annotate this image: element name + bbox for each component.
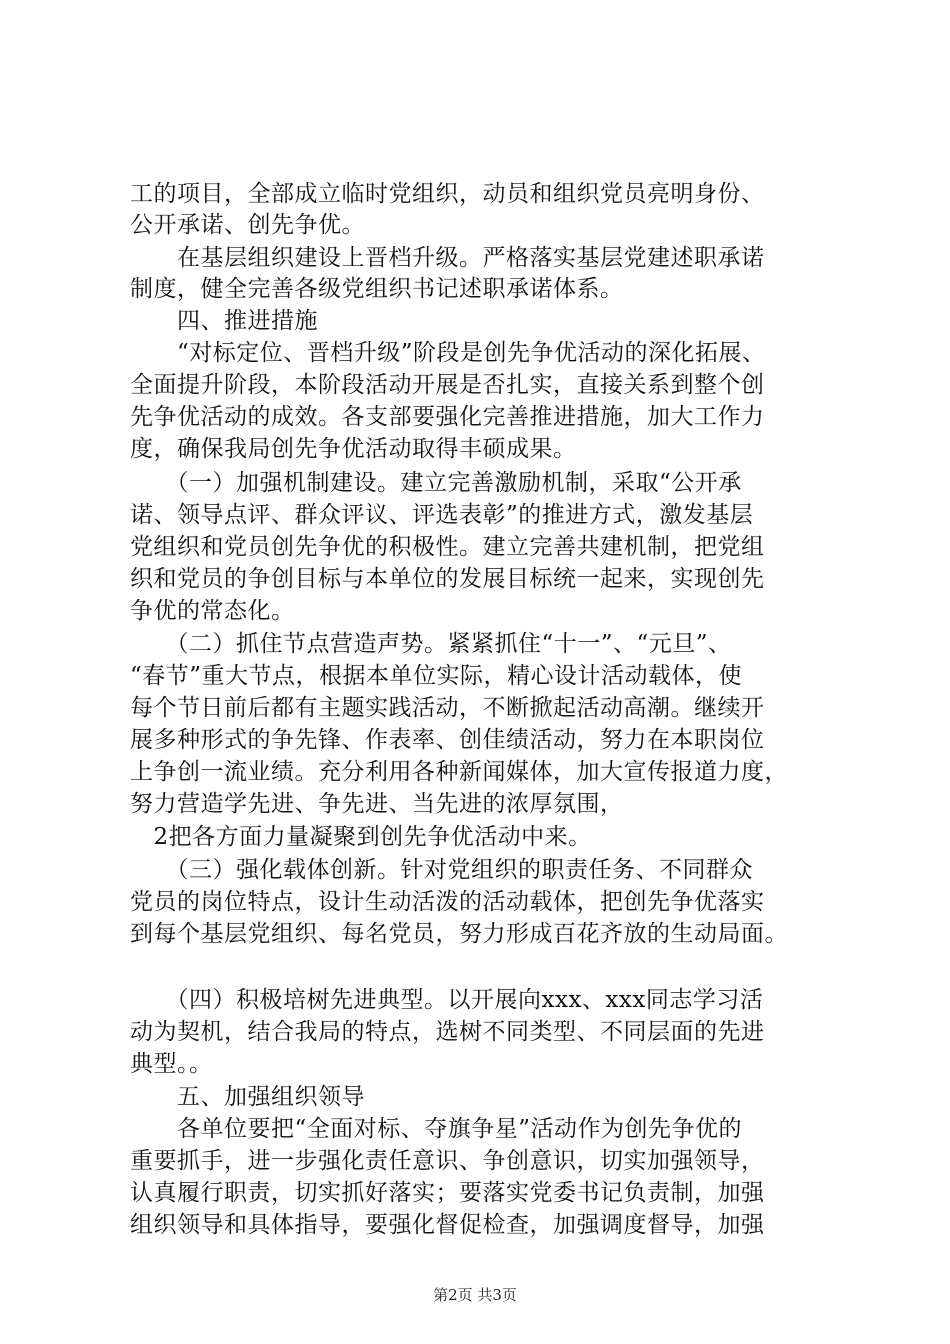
text-line: 到每个基层党组织、每名党员，努力形成百花齐放的生动局面。 (130, 921, 788, 947)
text-line: 织和党员的争创目标与本单位的发展目标统一起来，实现创先 (130, 566, 765, 592)
text-line: 2把各方面力量凝聚到创先争优活动中来。 (130, 824, 592, 850)
text-line: （一）加强机制建设。建立完善激励机制，采取“公开承 (130, 470, 742, 496)
text-line: （三）强化载体创新。针对党组织的职责任务、不同群众 (130, 857, 753, 883)
text-line: 先争优活动的成效。各支部要强化完善推进措施，加大工作力 (130, 404, 765, 430)
text-line: 党组织和党员创先争优的积极性。建立完善共建机制，把党组 (130, 534, 765, 560)
text-line: “春节”重大节点，根据本单位实际，精心设计活动载体，使 (130, 663, 743, 689)
text-line: 动为契机，结合我局的特点，选树不同类型、不同层面的先进 (130, 1019, 765, 1045)
text-line: （二）抓住节点营造声势。紧紧抓住“十一”、“元旦”、 (130, 631, 732, 657)
text-line: 展多种形式的争先锋、作表率、创佳绩活动，努力在本职岗位 (130, 727, 765, 753)
text-line: 度，确保我局创先争优活动取得丰硕成果。 (130, 436, 577, 462)
text-line: 典型。。 (130, 1051, 213, 1077)
section-heading: 四、推进措施 (130, 308, 318, 334)
text-line: 组织领导和具体指导，要强化督促检查，加强调度督导，加强 (130, 1212, 765, 1238)
text-line: 每个节日前后都有主题实践活动，不断掀起活动高潮。继续开 (130, 695, 765, 721)
text-line: 党员的岗位特点，设计生动活泼的活动载体，把创先争优落实 (130, 889, 765, 915)
text-line: 努力营造学先进、争先进、当先进的浓厚氛围， (130, 791, 624, 817)
text-line: 全面提升阶段，本阶段活动开展是否扎实，直接关系到整个创 (130, 372, 765, 398)
text-line: 公开承诺、创先争优。 (130, 212, 365, 238)
text-line: 工的项目，全部成立临时党组织，动员和组织党员亮明身份、 (130, 181, 765, 207)
text-line: 重要抓手，进一步强化责任意识、争创意识，切实加强领导， (130, 1148, 765, 1174)
text-line: 各单位要把“全面对标、夺旗争星”活动作为创先争优的 (130, 1116, 743, 1142)
text-line: 在基层组织建设上晋档升级。严格落实基层党建述职承诺 (130, 245, 765, 271)
text-line: 争优的常态化。 (130, 598, 295, 624)
text-line: 认真履行职责，切实抓好落实；要落实党委书记负责制，加强 (130, 1180, 765, 1206)
section-heading: 五、加强组织领导 (130, 1084, 365, 1110)
text-line: 制度，健全完善各级党组织书记述职承诺体系。 (130, 276, 624, 302)
text-line: “对标定位、晋档升级”阶段是创先争优活动的深化拓展、 (130, 340, 766, 366)
text-line: 上争创一流业绩。充分利用各种新闻媒体，加大宣传报道力度， (130, 759, 788, 785)
text-line: （四）积极培树先进典型。以开展向xxx、xxx同志学习活 (130, 987, 764, 1013)
text-line: 诺、领导点评、群众评议、评选表彰”的推进方式，激发基层 (130, 502, 754, 528)
page-number: 第2页 共3页 (433, 1286, 517, 1304)
